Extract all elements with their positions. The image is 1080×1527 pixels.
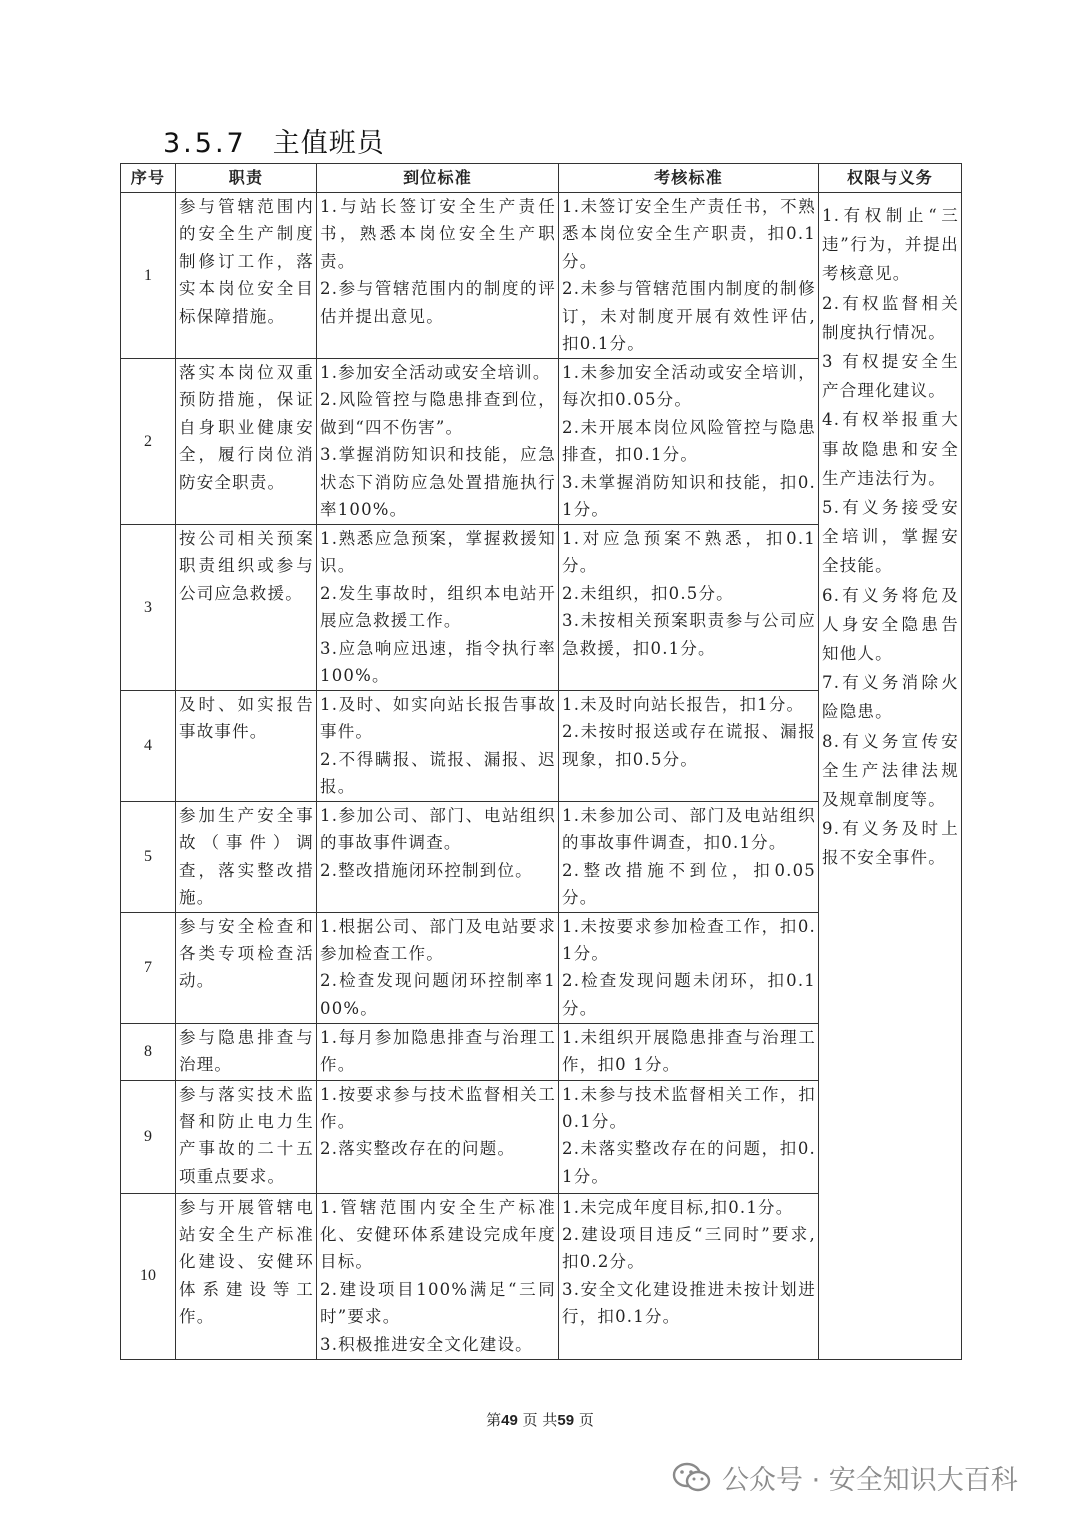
table-header-row — [121, 164, 962, 193]
assessment-cell — [559, 525, 819, 691]
section-name: 主值班员 — [272, 128, 385, 159]
assessment-item: 1.未参加安全活动或安全培训，每次扣0.05分。 — [562, 363, 816, 410]
assessment-item: 1.未按要求参加检查工作，扣0.1分。 — [562, 916, 816, 964]
rights-item: 9.有义务及时上报不安全事件。 — [822, 819, 959, 868]
rights-item: 4.有权举报重大事故隐患和安全生产违法行为。 — [822, 410, 959, 488]
standard-cell — [317, 1023, 559, 1080]
standard-item: 1.根据公司、部门及电站要求参加检查工作。 — [320, 916, 556, 964]
header-no: 序号 — [121, 164, 176, 193]
standard-item: 2.整改措施闭环控制到位。 — [320, 860, 533, 880]
section-number: 3.5.7 — [163, 128, 247, 159]
standard-cell — [317, 193, 559, 359]
duty-cell: 参与落实技术监督和防止电力生产事故的二十五项重点要求。 — [176, 1080, 317, 1193]
watermark-text: 公众号 · 安全知识大百科 — [722, 1465, 1018, 1496]
rights-item: 8.有义务宣传安全生产法律法规及规章制度等。 — [822, 731, 959, 810]
assessment-item: 2.未落实整改存在的问题，扣0.1分。 — [562, 1139, 816, 1186]
assessment-item: 3.未掌握消防知识和技能，扣0.1分。 — [562, 472, 816, 520]
standard-cell — [317, 912, 559, 1023]
rights-item: 7.有义务消除火险隐患。 — [822, 673, 959, 722]
standard-item: 3.掌握消防知识和技能，应急状态下消防应急处置措施执行率100%。 — [320, 445, 556, 520]
rights-item: 5.有义务接受安全培训，掌握安全技能。 — [822, 498, 959, 576]
standard-cell — [317, 359, 559, 525]
header-rights: 权限与义务 — [819, 164, 962, 193]
standard-cell — [317, 802, 559, 913]
assessment-cell — [559, 1023, 819, 1080]
section-title — [163, 121, 385, 160]
assessment-item: 1.未参加公司、部门及电站组织的事故事件调查，扣0.1分。 — [562, 806, 816, 853]
row-number: 10 — [121, 1193, 176, 1359]
standard-item: 3.应急响应迅速，指令执行率100%。 — [320, 638, 556, 686]
assessment-item: 2.未按时报送或存在谎报、漏报现象，扣0.5分。 — [562, 722, 816, 769]
assessment-item: 1.对应急预案不熟悉，扣0.1分。 — [562, 529, 816, 576]
duty-cell: 及时、如实报告事故事件。 — [176, 691, 317, 802]
row-number: 8 — [121, 1023, 176, 1080]
header-duty: 职责 — [176, 164, 317, 193]
assessment-item: 2.检查发现问题未闭环，扣0.1分。 — [562, 971, 816, 1018]
standard-item: 2.检查发现问题闭环控制率100%。 — [320, 971, 556, 1018]
row-number: 3 — [121, 525, 176, 691]
rights-item: 6.有义务将危及人身安全隐患告知他人。 — [822, 585, 959, 664]
assessment-item: 2.未开展本岗位风险管控与隐患排查，扣0.1分。 — [562, 417, 816, 465]
standard-item: 3.积极推进安全文化建设。 — [320, 1334, 533, 1354]
rights-cell — [819, 193, 962, 1360]
header-standard: 到位标准 — [317, 164, 559, 193]
assessment-cell — [559, 912, 819, 1023]
standard-cell — [317, 1193, 559, 1359]
duty-table — [120, 163, 962, 1360]
assessment-item: 2.未组织，扣0.5分。 — [562, 583, 734, 603]
standard-item: 1.管辖范围内安全生产标准化、安健环体系建设完成年度目标。 — [320, 1197, 556, 1272]
rights-item: 1.有权制止“三违”行为，并提出考核意见。 — [822, 206, 959, 284]
standard-cell — [317, 691, 559, 802]
header-assessment: 考核标准 — [559, 164, 819, 193]
assessment-item: 1.未签订安全生产责任书，不熟悉本岗位安全生产职责，扣0.1分。 — [562, 197, 816, 271]
row-number: 9 — [121, 1080, 176, 1193]
row-number: 2 — [121, 359, 176, 525]
standard-item: 2.风险管控与隐患排查到位，做到“四不伤害”。 — [320, 390, 556, 437]
table-row — [121, 193, 962, 359]
standard-item: 2.不得瞒报、谎报、漏报、迟报。 — [320, 749, 556, 797]
total-pages: 59 — [557, 1412, 575, 1429]
assessment-item: 3.未按相关预案职责参与公司应急救援，扣0.1分。 — [562, 611, 816, 658]
row-number: 7 — [121, 912, 176, 1023]
standard-item: 1.与站长签订安全生产责任书，熟悉本岗位安全生产职责。 — [320, 197, 556, 271]
standard-item: 1.按要求参与技术监督相关工作。 — [320, 1084, 556, 1132]
duty-cell: 参与隐患排查与治理。 — [176, 1023, 317, 1080]
duty-cell: 落实本岗位双重预防措施，保证自身职业健康安全，履行岗位消防安全职责。 — [176, 359, 317, 525]
assessment-item: 1.未组织开展隐患排查与治理工作，扣0 1分。 — [562, 1027, 816, 1075]
standard-item: 2.发生事故时，组织本电站开展应急救援工作。 — [320, 583, 556, 631]
duty-cell: 按公司相关预案职责组织或参与公司应急救援。 — [176, 525, 317, 691]
standard-cell — [317, 525, 559, 691]
row-number: 5 — [121, 802, 176, 913]
standard-item: 1.及时、如实向站长报告事故事件。 — [320, 695, 556, 742]
duty-cell: 参加生产安全事故（事件）调查，落实整改措施。 — [176, 802, 317, 913]
assessment-cell — [559, 193, 819, 359]
rights-item: 2.有权监督相关制度执行情况。 — [822, 293, 959, 342]
assessment-cell — [559, 1080, 819, 1193]
duty-cell: 参与开展管辖电站安全生产标准化建设、安健环体系建设等工作。 — [176, 1193, 317, 1359]
standard-item: 1.熟悉应急预案，掌握救援知识。 — [320, 529, 556, 576]
standard-item: 2.落实整改存在的问题。 — [320, 1139, 516, 1159]
assessment-item: 1.未完成年度目标,扣0.1分。 — [562, 1197, 794, 1217]
assessment-item: 1.未参与技术监督相关工作，扣0.1分。 — [562, 1084, 816, 1132]
rights-item: 3 有权提安全生产合理化建议。 — [822, 352, 959, 401]
standard-item: 1.参加安全活动或安全培训。 — [320, 363, 551, 382]
row-number: 1 — [121, 193, 176, 359]
current-page: 49 — [501, 1412, 518, 1429]
watermark — [672, 1458, 1018, 1497]
assessment-item: 3.安全文化建设推进未按计划进行，扣0.1分。 — [562, 1279, 816, 1327]
standard-item: 1.参加公司、部门、电站组织的事故事件调查。 — [320, 806, 556, 853]
assessment-cell — [559, 691, 819, 802]
row-number: 4 — [121, 691, 176, 802]
duty-cell: 参与安全检查和各类专项检查活动。 — [176, 912, 317, 1023]
standard-item: 2.参与管辖范围内的制度的评估并提出意见。 — [320, 279, 556, 326]
assessment-cell — [559, 1193, 819, 1359]
assessment-cell — [559, 802, 819, 913]
assessment-item: 2.整改措施不到位，扣0.05分。 — [562, 860, 816, 908]
standard-item: 1.每月参加隐患排查与治理工作。 — [320, 1027, 556, 1075]
assessment-cell — [559, 359, 819, 525]
wechat-icon — [672, 1462, 712, 1494]
duty-cell: 参与管辖范围内的安全生产制度制修订工作，落实本岗位安全目标保障措施。 — [176, 193, 317, 359]
assessment-item: 2.未参与管辖范围内制度的制修订，未对制度开展有效性评估,扣0.1分。 — [562, 279, 816, 354]
standard-item: 2.建设项目100%满足“三同时”要求。 — [320, 1279, 556, 1327]
assessment-item: 1.未及时向站长报告，扣1分。 — [562, 695, 805, 714]
page-footer: 第49 页 共59 页 — [486, 1411, 594, 1429]
assessment-item: 2.建设项目违反“三同时”要求,扣0.2分。 — [562, 1225, 816, 1272]
standard-cell — [317, 1080, 559, 1193]
